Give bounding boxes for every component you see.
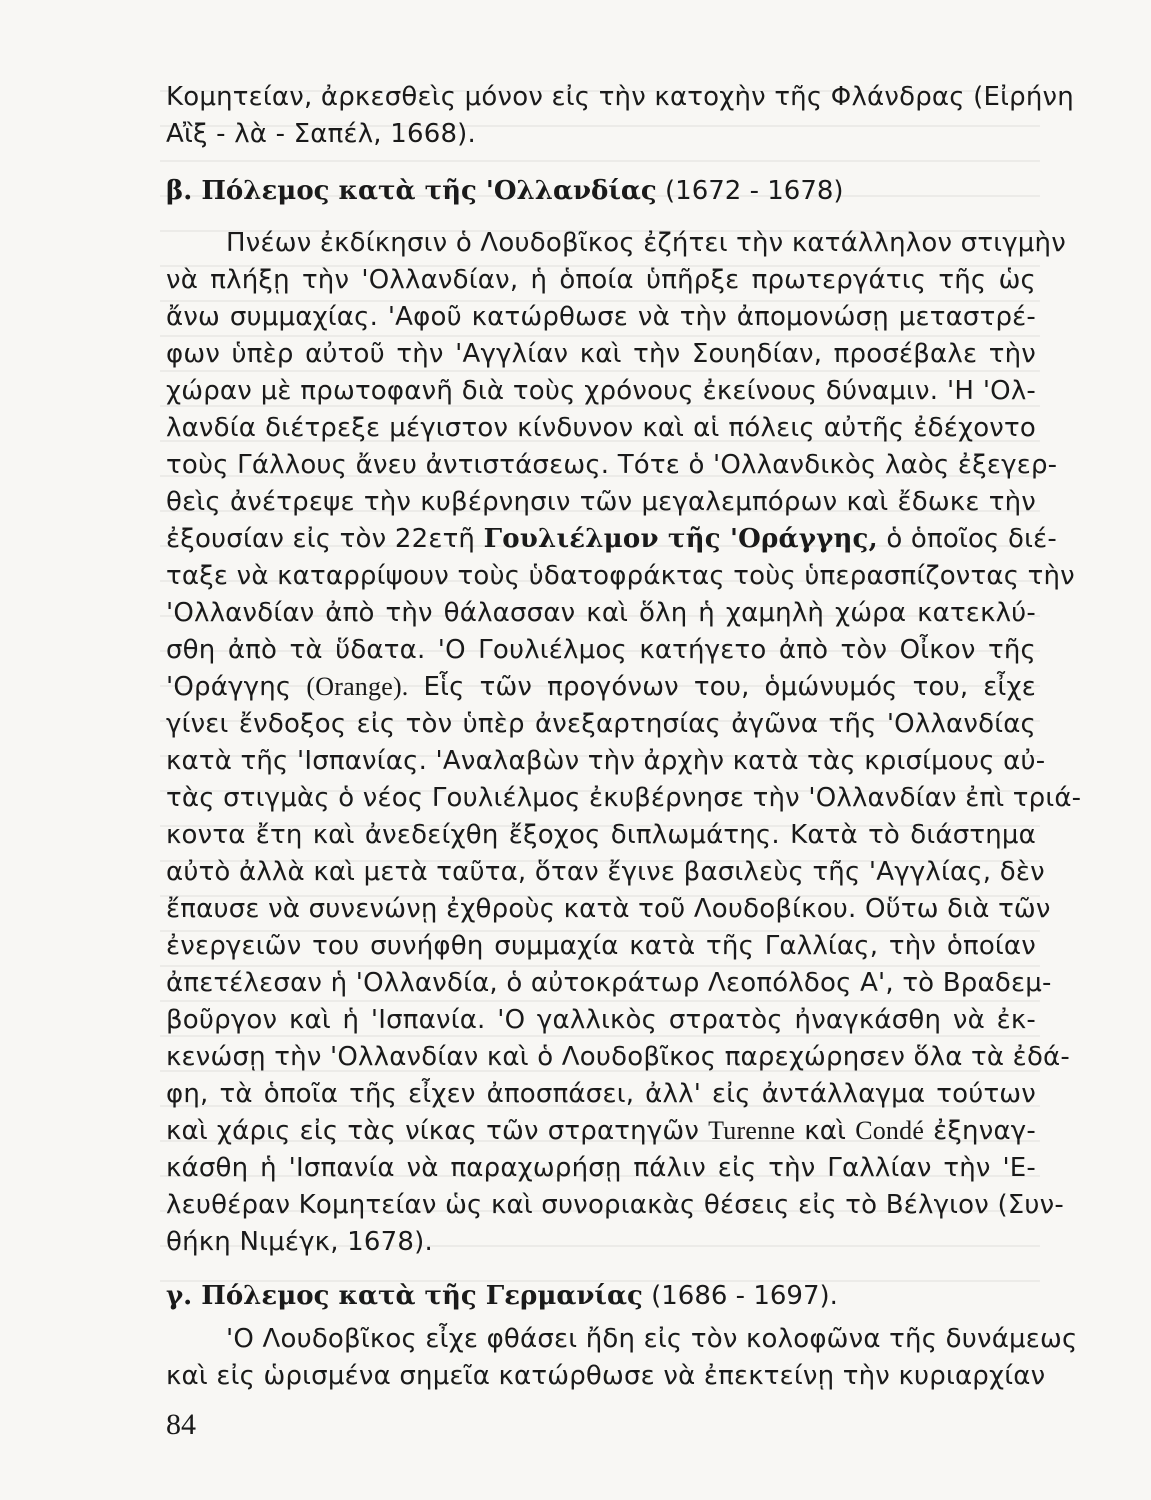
text-line: λανδία διέτρεξε μέγιστον κίνδυνον καὶ αἱ πόλεις αὐτῆς ἐδέχοντο bbox=[166, 413, 1036, 443]
text-line: Αἲξ - λὰ - Σαπέλ, 1668). bbox=[166, 119, 476, 149]
text-line: ἄνω συμμαχίας. 'Αφοῦ κατώρθωσε νὰ τὴν ἀπομονώσῃ μεταστρέ- bbox=[166, 302, 1036, 332]
text-line: θεὶς ἀνέτρεψε τὴν κυβέρνησιν τῶν μεγαλεμπόρων καὶ ἔδωκε τὴν bbox=[166, 487, 1036, 517]
text-fragment: Εἷς τῶν προγόνων του, ὁμώνυμός του, εἶχε bbox=[423, 672, 1037, 702]
text-line: θήκη Νιμέγκ, 1678). bbox=[166, 1227, 433, 1257]
text-line: χώραν μὲ πρωτοφανῆ διὰ τοὺς χρόνους ἐκείνους δύναμιν. 'Η 'Ολ- bbox=[166, 376, 1036, 406]
text-line: Κομητείαν, ἀρκεσθεὶς μόνον εἰς τὴν κατοχὴν τῆς Φλάνδρας (Εἰρήνη bbox=[166, 82, 1074, 112]
text-fragment: ὁ ὁποῖος διέ- bbox=[886, 524, 1057, 554]
latin-word: (Orange). bbox=[306, 672, 409, 701]
page-number: 84 bbox=[166, 1408, 196, 1441]
text-line: ἀπετέλεσαν ἡ 'Ολλανδία, ὁ αὐτοκράτωρ Λεοπόλδος Α', τὸ Βραδεμ- bbox=[166, 968, 1052, 998]
section-heading-label: β. Πόλεμος κατὰ τῆς 'Ολλανδίας bbox=[166, 176, 657, 206]
section-heading-b bbox=[166, 174, 1036, 208]
text-line: τοὺς Γάλλους ἄνευ ἀντιστάσεως. Τότε ὁ 'Ολλανδικὸς λαὸς ἐξεγερ- bbox=[166, 450, 1058, 480]
section-heading-label: γ. Πόλεμος κατὰ τῆς Γερμανίας bbox=[166, 1281, 643, 1311]
section-heading-years: (1672 - 1678) bbox=[665, 176, 844, 206]
text-line-orange bbox=[166, 670, 1036, 704]
text-line: αὐτὸ ἀλλὰ καὶ μετὰ ταῦτα, ὅταν ἔγινε βασιλεὺς τῆς 'Αγγλίας, δὲν bbox=[166, 857, 1045, 887]
text-line: 'Ολλανδίαν ἀπὸ τὴν θάλασσαν καὶ ὅλη ἡ χαμηλὴ χώρα κατεκλύ- bbox=[166, 598, 1036, 628]
text-fragment: καὶ χάρις εἰς τὰς νίκας τῶν στρατηγῶν bbox=[166, 1116, 700, 1146]
text-line: γίνει ἔνδοξος εἰς τὸν ὑπὲρ ἀνεξαρτησίας ἀγῶνα τῆς 'Ολλανδίας bbox=[166, 709, 1036, 739]
latin-word: Condé bbox=[855, 1116, 925, 1145]
text-line: ἔπαυσε νὰ συνενώνῃ ἐχθροὺς κατὰ τοῦ Λουδοβίκου. Οὕτω διὰ τῶν bbox=[166, 894, 1051, 924]
text-fragment: ἐξουσίαν εἰς τὸν 22ετῆ bbox=[166, 524, 476, 554]
text-line: λευθέραν Κομητείαν ὡς καὶ συνοριακὰς θέσεις εἰς τὸ Βέλγιον (Συν- bbox=[166, 1190, 1064, 1220]
text-line: καὶ εἰς ὡρισμένα σημεῖα κατώρθωσε νὰ ἐπεκτείνῃ τὴν κυριαρχίαν bbox=[166, 1361, 1046, 1391]
text-line: τὰς στιγμὰς ὁ νέος Γουλιέλμος ἐκυβέρνησε τὴν 'Ολλανδίαν ἐπὶ τριά- bbox=[166, 783, 1082, 813]
text-line: φη, τὰ ὁποῖα τῆς εἶχεν ἀποσπάσει, ἀλλ' εἰς ἀντάλλαγμα τούτων bbox=[166, 1079, 1036, 1109]
section-heading-years: (1686 - 1697). bbox=[651, 1281, 838, 1311]
bold-name: Γουλιέλμον τῆς 'Οράγγης, bbox=[483, 524, 878, 554]
text-line: ἐνεργειῶν του συνήφθη συμμαχία κατὰ τῆς Γαλλίας, τὴν ὁποίαν bbox=[166, 931, 1036, 961]
text-fragment: ἐξηναγ- bbox=[933, 1116, 1036, 1146]
text-line: κοντα ἔτη καὶ ἀνεδείχθη ἔξοχος διπλωμάτης. Κατὰ τὸ διάστημα bbox=[166, 820, 1036, 850]
text-line: βοῦργον καὶ ἡ 'Ισπανία. 'Ο γαλλικὸς στρατὸς ἠναγκάσθη νὰ ἐκ- bbox=[166, 1005, 1036, 1035]
text-line-wilhelm bbox=[166, 522, 1057, 556]
text-line: νὰ πλήξῃ τὴν 'Ολλανδίαν, ἡ ὁποία ὑπῆρξε πρωτεργάτις τῆς ὡς bbox=[166, 265, 1036, 295]
text-fragment: καὶ bbox=[804, 1116, 847, 1146]
text-line: 'Ο Λουδοβῖκος εἶχε φθάσει ἤδη εἰς τὸν κολοφῶνα τῆς δυνάμεως bbox=[226, 1324, 1078, 1354]
latin-word: Turenne bbox=[708, 1116, 796, 1145]
text-line-generals bbox=[166, 1114, 1036, 1148]
text-fragment: 'Οράγγης bbox=[166, 672, 292, 702]
text-line: σθη ἀπὸ τὰ ὕδατα. 'Ο Γουλιέλμος κατήγετο ἀπὸ τὸν Οἶκον τῆς bbox=[166, 635, 1036, 665]
text-line: κάσθη ἡ 'Ισπανία νὰ παραχωρήσῃ πάλιν εἰς τὴν Γαλλίαν τὴν 'Ε- bbox=[166, 1153, 1036, 1183]
text-line: κενώσῃ τὴν 'Ολλανδίαν καὶ ὁ Λουδοβῖκος παρεχώρησεν ὅλα τὰ ἐδά- bbox=[166, 1042, 1070, 1072]
text-line: Πνέων ἐκδίκησιν ὁ Λουδοβῖκος ἐζήτει τὴν κατάλληλον στιγμὴν bbox=[226, 228, 1066, 258]
text-line: κατὰ τῆς 'Ισπανίας. 'Αναλαβὼν τὴν ἀρχὴν κατὰ τὰς κρισίμους αὐ- bbox=[166, 746, 1046, 776]
text-line: ταξε νὰ καταρρίψουν τοὺς ὑδατοφράκτας τοὺς ὑπερασπίζοντας τὴν bbox=[166, 561, 1075, 591]
section-heading-g bbox=[166, 1279, 1036, 1313]
text-line: φων ὑπὲρ αὐτοῦ τὴν 'Αγγλίαν καὶ τὴν Σουηδίαν, προσέβαλε τὴν bbox=[166, 339, 1036, 369]
